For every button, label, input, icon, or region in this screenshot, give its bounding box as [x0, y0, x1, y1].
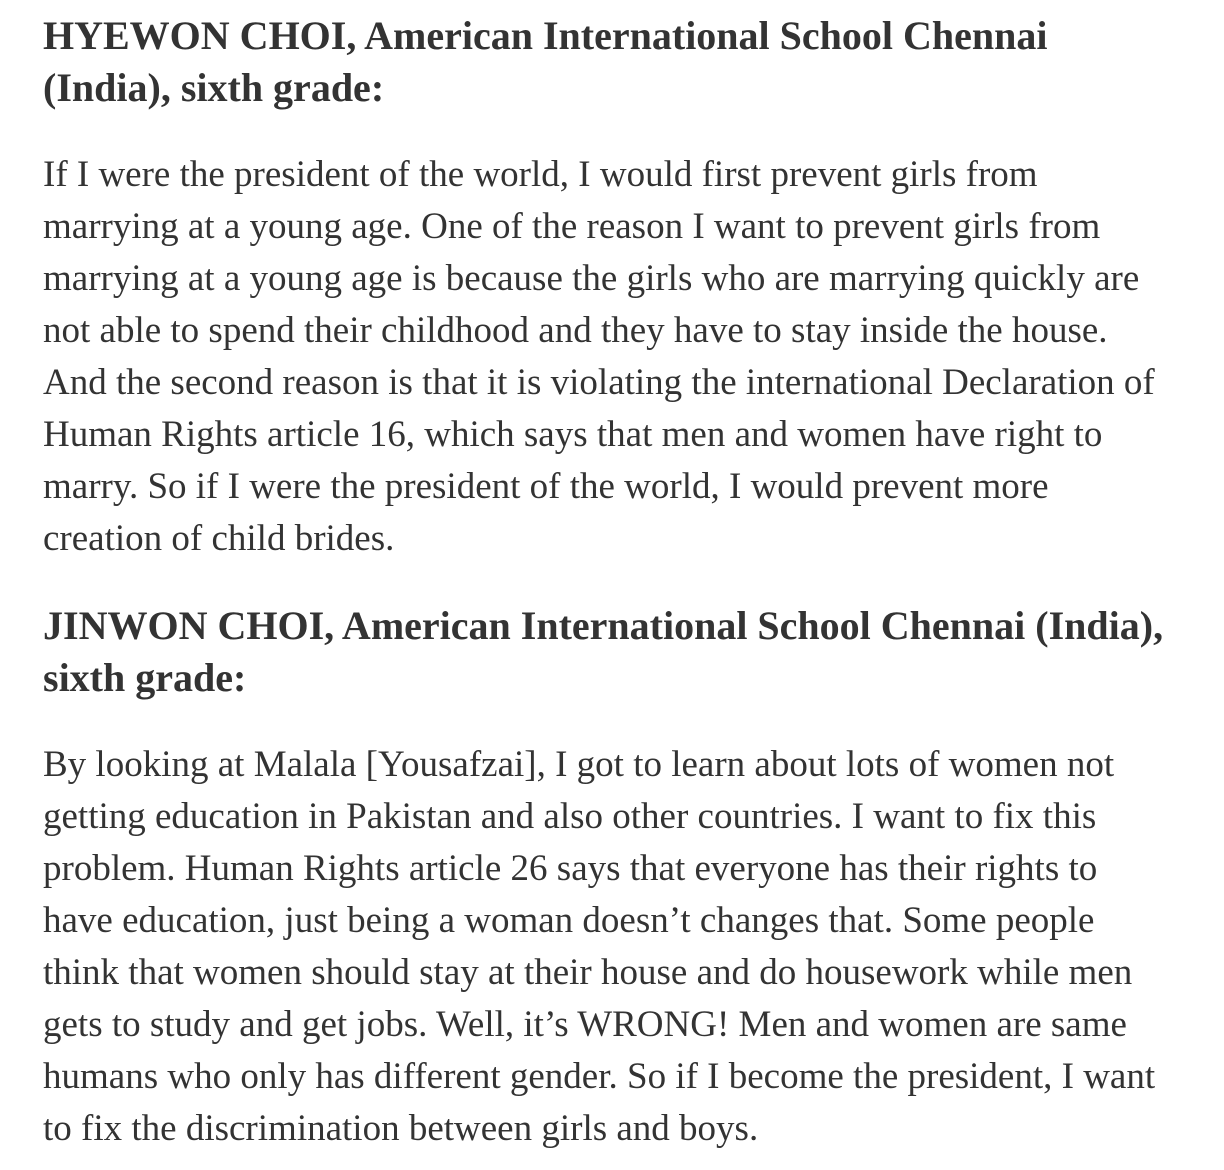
paragraph-line: think that women should stay at their house and do housework while men	[43, 952, 1133, 993]
paragraph-hyewon-choi	[43, 149, 1204, 565]
paragraph-line: to fix the discrimination between girls and boys.	[43, 1108, 759, 1149]
paragraph-line: have education, just being a woman doesn’t changes that. Some people	[43, 900, 1095, 941]
paragraph-line: Human Rights article 16, which says that men and women have right to	[43, 414, 1103, 455]
paragraph-line: And the second reason is that it is violating the international Declaration of	[43, 362, 1155, 403]
heading-line: JINWON CHOI, American International School Chennai (India),	[43, 603, 1164, 648]
paragraph-line: getting education in Pakistan and also other countries. I want to fix this	[43, 796, 1097, 837]
paragraph-jinwon-choi	[43, 739, 1204, 1155]
paragraph-line: not able to spend their childhood and they have to stay inside the house.	[43, 310, 1108, 351]
paragraph-line: creation of child brides.	[43, 518, 395, 559]
section-heading-hyewon-choi	[43, 10, 1204, 114]
paragraph-line: humans who only has different gender. So if I become the president, I want	[43, 1056, 1156, 1097]
heading-line: HYEWON CHOI, American International School Chennai	[43, 13, 1048, 58]
paragraph-line: marrying at a young age is because the girls who are marrying quickly are	[43, 258, 1140, 299]
paragraph-line: By looking at Malala [Yousafzai], I got to learn about lots of women not	[43, 744, 1115, 785]
paragraph-line: marry. So if I were the president of the world, I would prevent more	[43, 466, 1049, 507]
paragraph-line: problem. Human Rights article 26 says that everyone has their rights to	[43, 848, 1098, 889]
paragraph-line: marrying at a young age. One of the reason I want to prevent girls from	[43, 206, 1101, 247]
section-heading-jinwon-choi	[43, 600, 1204, 704]
paragraph-line: gets to study and get jobs. Well, it’s WRONG! Men and women are same	[43, 1004, 1127, 1045]
paragraph-line: If I were the president of the world, I would first prevent girls from	[43, 154, 1038, 195]
heading-line: sixth grade:	[43, 655, 247, 700]
heading-line: (India), sixth grade:	[43, 65, 385, 110]
